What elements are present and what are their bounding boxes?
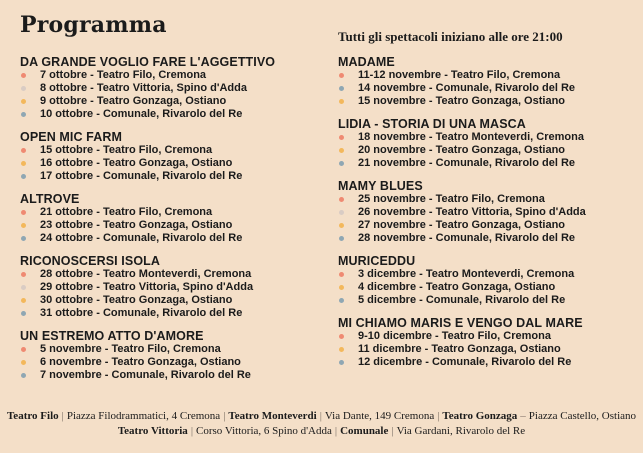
performance-date [20,281,320,294]
venue-dot-icon [339,360,344,365]
venue-name: Teatro Monteverdi [228,410,317,422]
performance-date [20,69,320,82]
performance-text: 6 novembre - Teatro Gonzaga, Ostiano [40,356,241,368]
performance-date [338,294,638,307]
separator: | [391,425,394,437]
venue-dot-icon [339,285,344,290]
performance-date [338,69,638,82]
show-title: MAMY BLUES [338,179,423,193]
show-block [338,254,638,307]
venue-dot-icon [21,86,26,91]
venue-dot-icon [21,174,26,179]
venue-addresses-line-2 [0,424,643,438]
performance-text: 18 novembre - Teatro Monteverdi, Cremona [358,131,584,143]
venue-name: Comunale [340,425,389,437]
performance-text: 14 novembre - Comunale, Rivarolo del Re [358,82,576,94]
venue-name: Teatro Vittoria [117,425,188,437]
performance-text: 10 ottobre - Comunale, Rivarolo del Re [40,108,243,120]
show-block [338,55,638,108]
performance-text: 11 dicembre - Teatro Gonzaga, Ostiano [358,343,561,355]
show-title: MADAME [338,55,395,69]
performance-text: 31 ottobre - Comunale, Rivarolo del Re [40,307,243,319]
start-time-note: Tutti gli spettacoli iniziano alle ore 21:00 [338,29,563,44]
performance-date [338,206,638,219]
venue-dot-icon [21,311,26,316]
venue-dot-icon [339,334,344,339]
venue-dot-icon [339,347,344,352]
performance-text: 12 dicembre - Comunale, Rivarolo del Re [358,356,572,368]
performance-text: 5 novembre - Teatro Filo, Cremona [40,343,221,355]
performance-text: 28 ottobre - Teatro Monteverdi, Cremona [40,268,252,280]
performance-date [338,330,638,343]
performance-text: 5 dicembre - Comunale, Rivarolo del Re [358,294,566,306]
separator: | [223,410,226,422]
show-title: MI CHIAMO MARIS E VENGO DAL MARE [338,316,583,330]
performance-date [338,232,638,245]
performance-text: 9 ottobre - Teatro Gonzaga, Ostiano [40,95,227,107]
performance-date [338,144,638,157]
show-block [20,55,320,121]
venue-name: Teatro Gonzaga [442,410,518,422]
venue-address: Corso Vittoria, 6 Spino d'Adda [196,425,332,437]
venue-dot-icon [21,223,26,228]
performance-text: 30 ottobre - Teatro Gonzaga, Ostiano [40,294,233,306]
show-block [20,254,320,320]
performance-text: 9-10 dicembre - Teatro Filo, Cremona [358,330,551,342]
performance-date [20,170,320,183]
performance-date [20,108,320,121]
performance-date [338,281,638,294]
venue-dot-icon [21,210,26,215]
venue-address: Piazza Castello, Ostiano [528,410,637,422]
show-title: OPEN MIC FARM [20,130,122,144]
show-block [338,179,638,245]
venue-dot-icon [21,73,26,78]
performance-text: 3 dicembre - Teatro Monteverdi, Cremona [358,268,575,280]
performance-date [20,144,320,157]
performance-text: 16 ottobre - Teatro Gonzaga, Ostiano [40,157,233,169]
show-title: DA GRANDE VOGLIO FARE L'AGGETTIVO [20,55,276,69]
performance-text: 27 novembre - Teatro Gonzaga, Ostiano [358,219,566,231]
venue-dot-icon [339,272,344,277]
page-title: Programma [20,12,167,38]
performance-date [20,232,320,245]
performance-date [20,343,320,356]
performance-date [20,294,320,307]
venue-dot-icon [339,99,344,104]
schedule-column-left [20,55,320,391]
venue-dot-icon [21,298,26,303]
performance-text: 11-12 novembre - Teatro Filo, Cremona [358,69,561,81]
performance-text: 28 novembre - Comunale, Rivarolo del Re [358,232,576,244]
performance-date [338,157,638,170]
performance-text: 25 novembre - Teatro Filo, Cremona [358,193,545,205]
venue-dot-icon [339,148,344,153]
performance-date [338,268,638,281]
performance-text: 24 ottobre - Comunale, Rivarolo del Re [40,232,243,244]
venue-dot-icon [21,236,26,241]
performance-text: 4 dicembre - Teatro Gonzaga, Ostiano [358,281,556,293]
venue-dot-icon [21,347,26,352]
show-title: MURICEDDU [338,254,416,268]
performance-date [20,307,320,320]
performance-text: 8 ottobre - Teatro Vittoria, Spino d'Adda [40,82,247,94]
performance-text: 21 novembre - Comunale, Rivarolo del Re [358,157,576,169]
performance-text: 23 ottobre - Teatro Gonzaga, Ostiano [40,219,233,231]
show-title: RICONOSCERSI ISOLA [20,254,161,268]
venue-dot-icon [21,112,26,117]
performance-text: 7 ottobre - Teatro Filo, Cremona [40,69,207,81]
separator: | [319,410,322,422]
performance-date [20,157,320,170]
performance-text: 26 novembre - Teatro Vittoria, Spino d'Adda [358,206,586,218]
separator: | [437,410,440,422]
performance-date [338,131,638,144]
venue-dot-icon [21,272,26,277]
venue-dot-icon [339,73,344,78]
performance-date [20,369,320,382]
separator: | [61,410,64,422]
performance-text: 17 ottobre - Comunale, Rivarolo del Re [40,170,243,182]
venue-dot-icon [21,161,26,166]
performance-date [338,193,638,206]
performance-date [20,356,320,369]
performance-text: 7 novembre - Comunale, Rivarolo del Re [40,369,251,381]
venue-dot-icon [21,360,26,365]
venue-dot-icon [339,210,344,215]
performance-date [338,356,638,369]
performance-text: 29 ottobre - Teatro Vittoria, Spino d'Adda [40,281,254,293]
venue-dot-icon [339,197,344,202]
performance-text: 21 ottobre - Teatro Filo, Cremona [40,206,213,218]
venue-address: Piazza Filodrammatici, 4 Cremona [66,410,221,422]
performance-date [338,95,638,108]
separator: | [334,425,338,437]
show-block [20,329,320,382]
performance-date [20,219,320,232]
performance-date [20,268,320,281]
performance-text: 15 novembre - Teatro Gonzaga, Ostiano [358,95,566,107]
performance-date [20,82,320,95]
venue-dot-icon [21,373,26,378]
show-block [338,316,638,369]
performance-text: 20 novembre - Teatro Gonzaga, Ostiano [358,144,566,156]
venue-dot-icon [339,236,344,241]
performance-date [20,206,320,219]
venue-dot-icon [339,223,344,228]
show-title: UN ESTREMO ATTO D'AMORE [20,329,204,343]
venue-dot-icon [21,99,26,104]
venue-dot-icon [21,285,26,290]
venue-dot-icon [339,161,344,166]
venue-address: Via Gardani, Rivarolo del Re [396,425,526,437]
venue-address: Via Dante, 149 Cremona [324,410,435,422]
venue-name: Teatro Filo [6,410,59,422]
performance-date [338,219,638,232]
venue-dot-icon [21,148,26,153]
venue-dot-icon [339,298,344,303]
schedule-column-right [338,55,638,378]
separator: | [190,425,194,437]
show-block [20,130,320,183]
performance-text: 15 ottobre - Teatro Filo, Cremona [40,144,213,156]
venue-dot-icon [339,135,344,140]
separator: – [520,410,526,422]
show-title: LIDIA - STORIA DI UNA MASCA [338,117,526,131]
show-block [338,117,638,170]
venue-dot-icon [339,86,344,91]
performance-date [338,82,638,95]
performance-date [20,95,320,108]
show-block [20,192,320,245]
show-title: ALTROVE [20,192,80,206]
performance-date [338,343,638,356]
venue-addresses-line-1 [0,409,643,423]
